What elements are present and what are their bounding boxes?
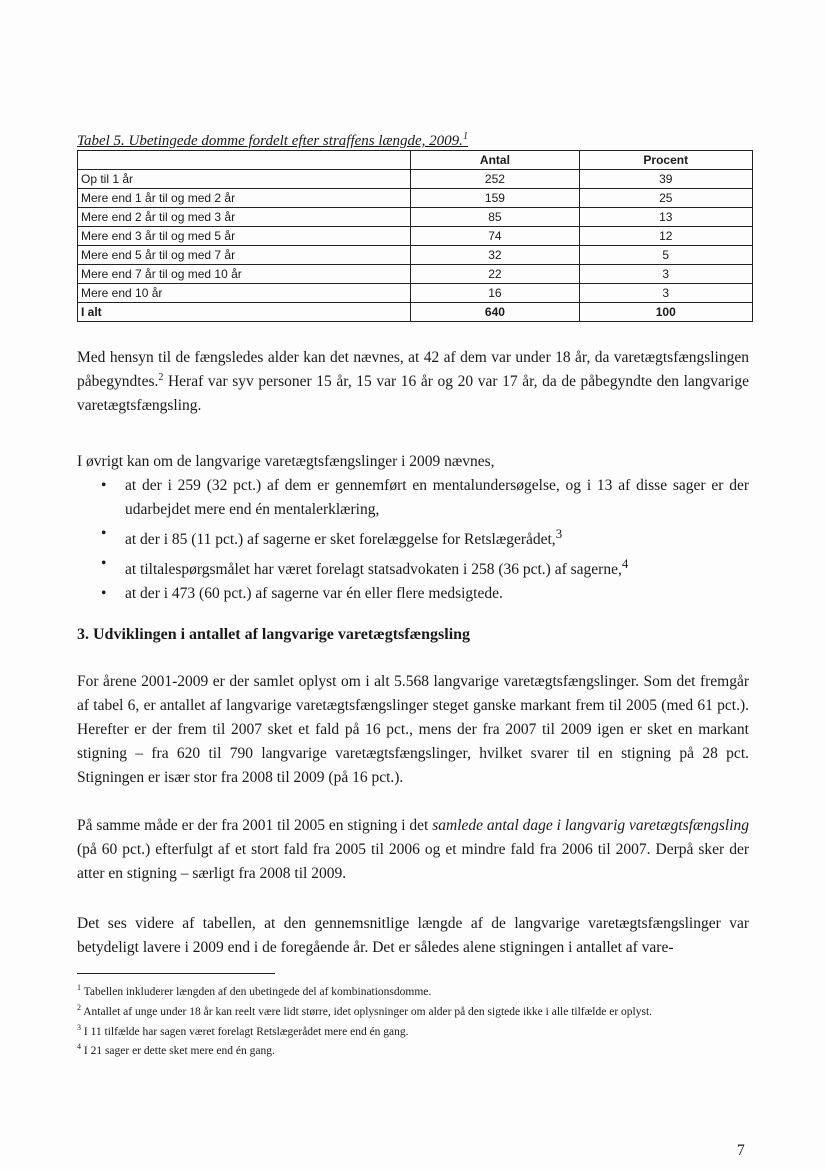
list-item-text: at tiltalespørgsmålet har været forelagt statsadvokaten i 258 (36 pct.) af sagerne,: [125, 561, 622, 579]
percent-cell: 3: [579, 284, 752, 303]
table-row: [78, 227, 753, 246]
table-row: [78, 246, 753, 265]
percent-cell: 3: [579, 265, 752, 284]
footnote: [77, 1000, 749, 1020]
table-row: [78, 170, 753, 189]
table-row: [78, 208, 753, 227]
paragraph-intro-list: I øvrigt kan om de langvarige varetægtsfængslinger i 2009 nævnes,: [77, 453, 495, 470]
list-item-text: at der i 473 (60 pct.) af sagerne var én eller flere medsigtede.: [125, 585, 503, 603]
percent-cell: 5: [579, 246, 752, 265]
footnote-ref-2: 2: [158, 371, 164, 383]
row-label: Mere end 2 år til og med 3 år: [78, 208, 411, 227]
paragraph-text: Heraf var syv personer 15 år, 15 var 16 år og 20 var 17 år, da de påbegyndte den langvarige varetægtsfængsling.: [77, 373, 749, 414]
paragraph-text: På samme måde er der fra 2001 til 2005 en stigning i det: [77, 817, 433, 834]
percent-cell: 13: [579, 208, 752, 227]
list-item-text: at der i 259 (32 pct.) af dem er gennemført en mentalundersøgelse, og i 13 af disse sager er der udarbejdet mere end én mentalerklæring,: [125, 477, 749, 518]
total-label: I alt: [78, 303, 411, 322]
footnote-number: 2: [77, 1002, 81, 1012]
list-item: [77, 552, 749, 582]
footnote-number: 3: [77, 1022, 81, 1032]
footnote-number: 4: [77, 1042, 81, 1052]
bullet-list: [77, 474, 749, 606]
table-row: [78, 284, 753, 303]
footnote-text: I 11 tilfælde har sagen været forelagt Retslægerådet mere end én gang.: [83, 1025, 409, 1038]
footnote-text: Antallet af unge under 18 år kan reelt være lidt større, idet oplysninger om alder på den sigtede ikke i alle tilfælde er oplyst.: [83, 1005, 653, 1018]
table-row: [78, 265, 753, 284]
sentence-length-table: [77, 150, 753, 322]
count-cell: 74: [411, 227, 579, 246]
table-row: [78, 189, 753, 208]
list-item: [77, 582, 749, 606]
footnote: [77, 1020, 749, 1040]
paragraph-age: [77, 346, 749, 418]
row-label: Mere end 5 år til og med 7 år: [78, 246, 411, 265]
header-cell: [78, 151, 411, 170]
footnote-divider: [77, 973, 275, 974]
footnote: [77, 980, 749, 1000]
percent-cell: 12: [579, 227, 752, 246]
count-cell: 32: [411, 246, 579, 265]
footnote-ref-4: 4: [621, 556, 629, 572]
paragraph-average-length: Det ses videre af tabellen, at den gennemsnitlige længde af de langvarige varetægtsfængslinger var betydeligt lavere i 2009 end i de foregående år. Det er således alene stigningen i antallet af vare-: [77, 915, 749, 956]
header-cell: Antal: [411, 151, 579, 170]
table-caption-text: Tabel 5. Ubetingede domme fordelt efter straffens længde, 2009.: [77, 133, 463, 149]
footnote: [77, 1039, 749, 1059]
row-label: Mere end 1 år til og med 2 år: [78, 189, 411, 208]
bullet-icon: •: [101, 585, 107, 603]
table-caption: [77, 131, 468, 150]
row-label: Mere end 7 år til og med 10 år: [78, 265, 411, 284]
emphasis-text: samlede antal dage i langvarig varetægtsfængsling: [432, 817, 750, 834]
page-number: 7: [737, 1142, 745, 1159]
list-item: [77, 522, 749, 552]
section-heading: 3. Udviklingen i antallet af langvarige varetægtsfængsling: [77, 626, 471, 643]
footnote-ref-3: 3: [555, 526, 563, 541]
total-percent: 100: [579, 303, 752, 322]
list-item-text: at der i 85 (11 pct.) af sagerne er sket forelæggelse for Retslægerådet,: [125, 531, 556, 549]
footnotes: [77, 980, 749, 1059]
table-total-row: [78, 303, 753, 322]
bullet-icon: •: [101, 525, 107, 542]
percent-cell: 25: [579, 189, 752, 208]
paragraph-text: Med hensyn til de fængsledes alder kan det nævnes, at 42 af dem var under 18 år, da varetægtsfængslingen påbegyndtes.: [77, 349, 749, 390]
paragraph-development: For årene 2001-2009 er der samlet oplyst om i alt 5.568 langvarige varetægtsfængslinger. Som det fremgår af tabel 6, er antallet af langvarige varetægtsfængslinger steget ganske markant frem til 2005 (med 61 pct.). Herefter er der frem til 2007 sket et fald på 16 pct., mens der fra 2007 til 2009 igen er sket en markant stigning – fra 620 til 790 langvarige varetægtsfængslinger, hvilket svarer til en stigning på 28 pct. Stigningen er især stor fra 2008 til 2009 (på 16 pct.).: [77, 673, 749, 786]
count-cell: 16: [411, 284, 579, 303]
percent-cell: 39: [579, 170, 752, 189]
footnote-text: Tabellen inkluderer længden af den ubetingede del af kombinationsdomme.: [83, 985, 432, 998]
count-cell: 85: [411, 208, 579, 227]
row-label: Op til 1 år: [78, 170, 411, 189]
list-item: [77, 474, 749, 522]
footnote-text: I 21 sager er dette sket mere end én gang.: [83, 1045, 275, 1058]
header-cell: Procent: [579, 151, 752, 170]
footnote-number: 1: [77, 983, 81, 992]
bullet-icon: •: [101, 555, 107, 573]
total-count: 640: [411, 303, 579, 322]
footnote-ref-1: 1: [462, 131, 468, 142]
paragraph-days: [77, 814, 749, 886]
count-cell: 252: [411, 170, 579, 189]
row-label: Mere end 3 år til og med 5 år: [78, 227, 411, 246]
bullet-icon: •: [101, 477, 107, 494]
paragraph-text: (på 60 pct.) efterfulgt af et stort fald fra 2005 til 2006 og et mindre fald fra 2006 til 2007. Derpå sker der atter en stigning – særligt fra 2008 til 2009.: [77, 841, 749, 882]
count-cell: 159: [411, 189, 579, 208]
table-header-row: [78, 151, 753, 170]
row-label: Mere end 10 år: [78, 284, 411, 303]
count-cell: 22: [411, 265, 579, 284]
